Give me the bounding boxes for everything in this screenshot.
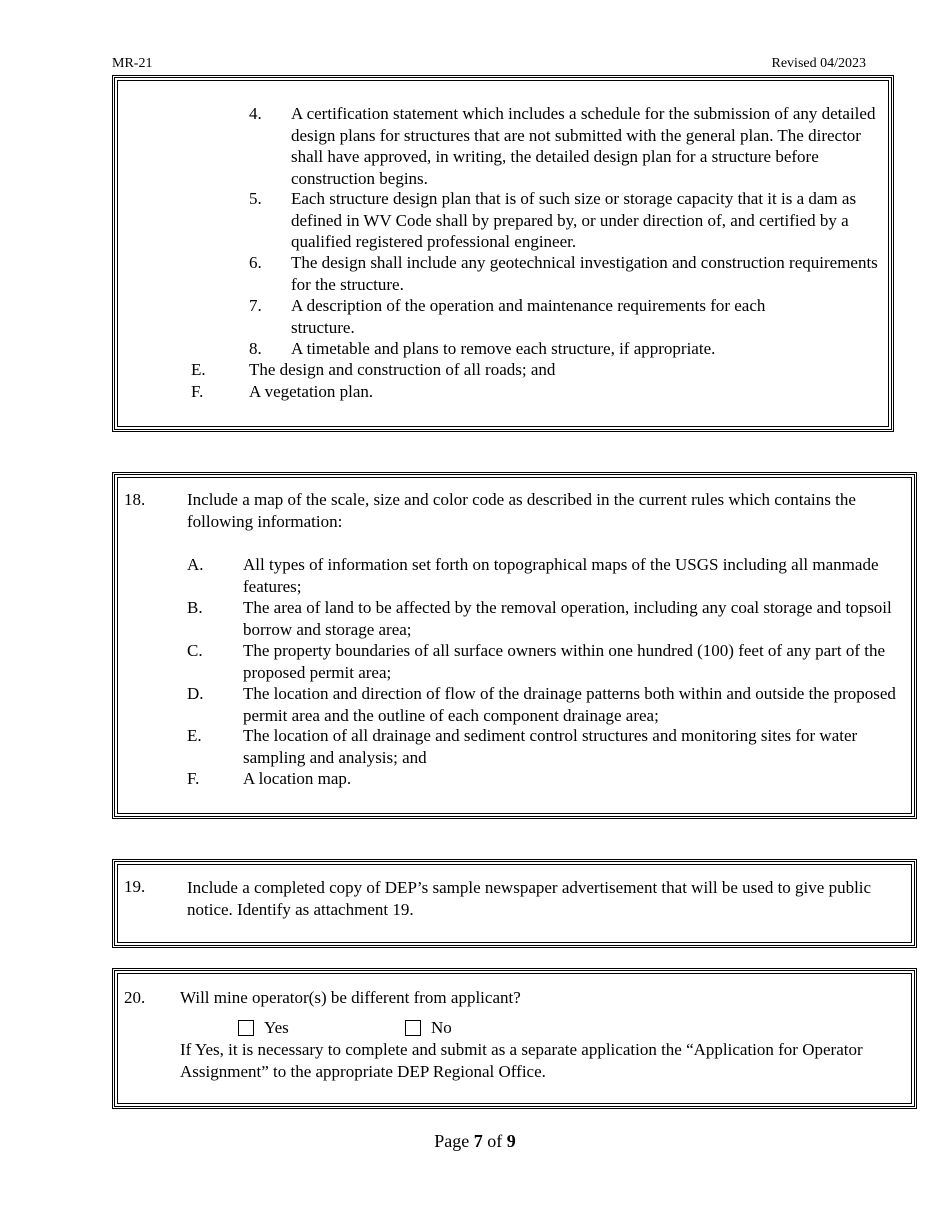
section-18-intro: Include a map of the scale, size and color code as described in the current rules which contains the following information:: [187, 490, 856, 531]
page-number: [0, 1131, 950, 1152]
section-20-number: 20.: [124, 988, 146, 1007]
no-option: [405, 1018, 452, 1038]
page-current: 7: [473, 1131, 483, 1151]
section-20-note: If Yes, it is necessary to complete and submit as a separate application the “Application for Operator Assignment” to the appropriate DEP Regional Office.: [180, 1040, 863, 1081]
form-id: MR-21: [112, 56, 153, 71]
section-19-number: 19.: [124, 877, 146, 896]
section-18-number: 18.: [124, 490, 146, 509]
yes-checkbox[interactable]: [238, 1020, 254, 1036]
page-total: 9: [506, 1131, 516, 1151]
page-word: Page: [434, 1131, 470, 1151]
no-label: No: [431, 1018, 452, 1037]
of-word: of: [487, 1131, 503, 1151]
yes-option: [238, 1018, 289, 1038]
section-19-text: Include a completed copy of DEP’s sample newspaper advertisement that will be used to give public notice. Identify as attachment 19.: [187, 878, 872, 919]
revised-date: Revised 04/2023: [771, 56, 866, 71]
section-20-question: Will mine operator(s) be different from applicant?: [180, 988, 521, 1007]
no-checkbox[interactable]: [405, 1020, 421, 1036]
yes-label: Yes: [264, 1018, 289, 1037]
